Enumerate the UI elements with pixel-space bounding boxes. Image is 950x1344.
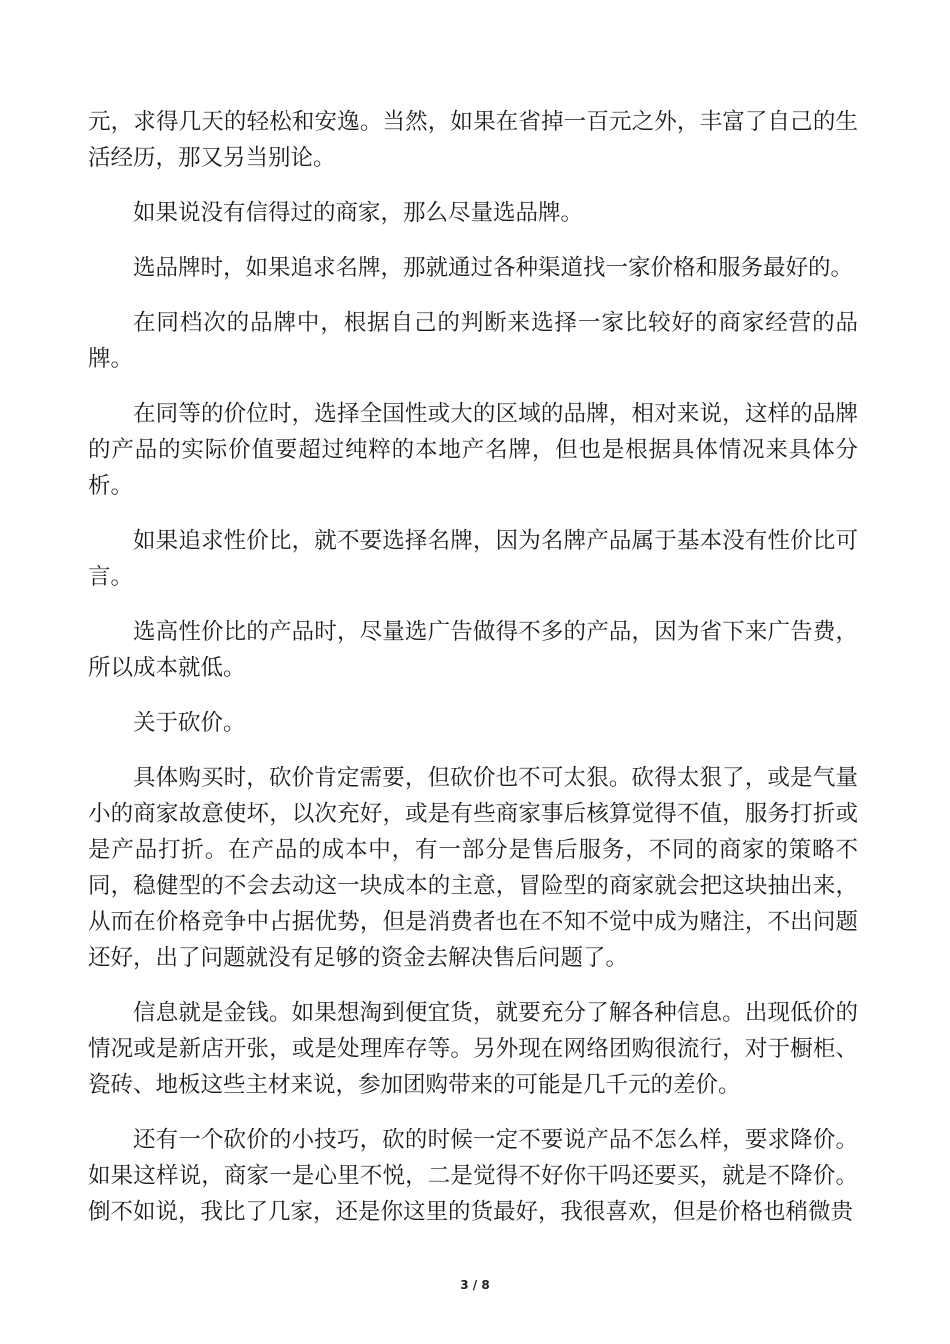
paragraph-1: 元，求得几天的轻松和安逸。当然，如果在省掉一百元之外，丰富了自己的生活经历，那又另当别论。 <box>88 109 858 171</box>
paragraph-9: 具体购买时，砍价肯定需要，但砍价也不可太狠。砍得太狠了，或是气量小的商家故意使坏，以次充好，或是有些商家事后核算觉得不值，服务打折或是产品打折。在产品的成本中，有一部分是售后服务，不同的商家的策略不同，稳健型的不会去动这一块成本的主意，冒险型的商家就会把这块抽出来，从而在价格竞争中占据优势，但是消费者也在不知不觉中成为赌注，不出问题还好，出了问题就没有足够的资金去解决售后问题了。 <box>88 765 858 971</box>
paragraph-6: 如果追求性价比，就不要选择名牌，因为名牌产品属于基本没有性价比可言。 <box>88 528 858 590</box>
paragraph-5: 在同等的价位时，选择全国性或大的区域的品牌，相对来说，这样的品牌的产品的实际价值要超过纯粹的本地产名牌，但也是根据具体情况来具体分析。 <box>88 401 858 499</box>
paragraph-3: 选品牌时，如果追求名牌，那就通过各种渠道找一家价格和服务最好的。 <box>133 255 854 281</box>
paragraph-11: 还有一个砍价的小技巧，砍的时候一定不要说产品不怎么样，要求降价。如果这样说，商家一是心里不悦，二是觉得不好你干吗还要买，就是不降价。倒不如说，我比了几家，还是你这里的货最好，我很喜欢，但是价格也稍微贵 <box>88 1127 858 1225</box>
document-body <box>88 104 858 1249</box>
page-number: 3 / 8 <box>460 1278 490 1292</box>
paragraph-7: 选高性价比的产品时，尽量选广告做得不多的产品，因为省下来广告费，所以成本就低。 <box>88 619 858 681</box>
paragraph-8: 关于砍价。 <box>133 710 246 736</box>
paragraph-10: 信息就是金钱。如果想淘到便宜货，就要充分了解各种信息。出现低价的情况或是新店开张，或是处理库存等。另外现在网络团购很流行，对于橱柜、瓷砖、地板这些主材来说，参加团购带来的可能是几千元的差价。 <box>88 1000 858 1098</box>
paragraph-4: 在同档次的品牌中，根据自己的判断来选择一家比较好的商家经营的品牌。 <box>88 310 858 372</box>
paragraph-2: 如果说没有信得过的商家，那么尽量选品牌。 <box>133 200 584 226</box>
